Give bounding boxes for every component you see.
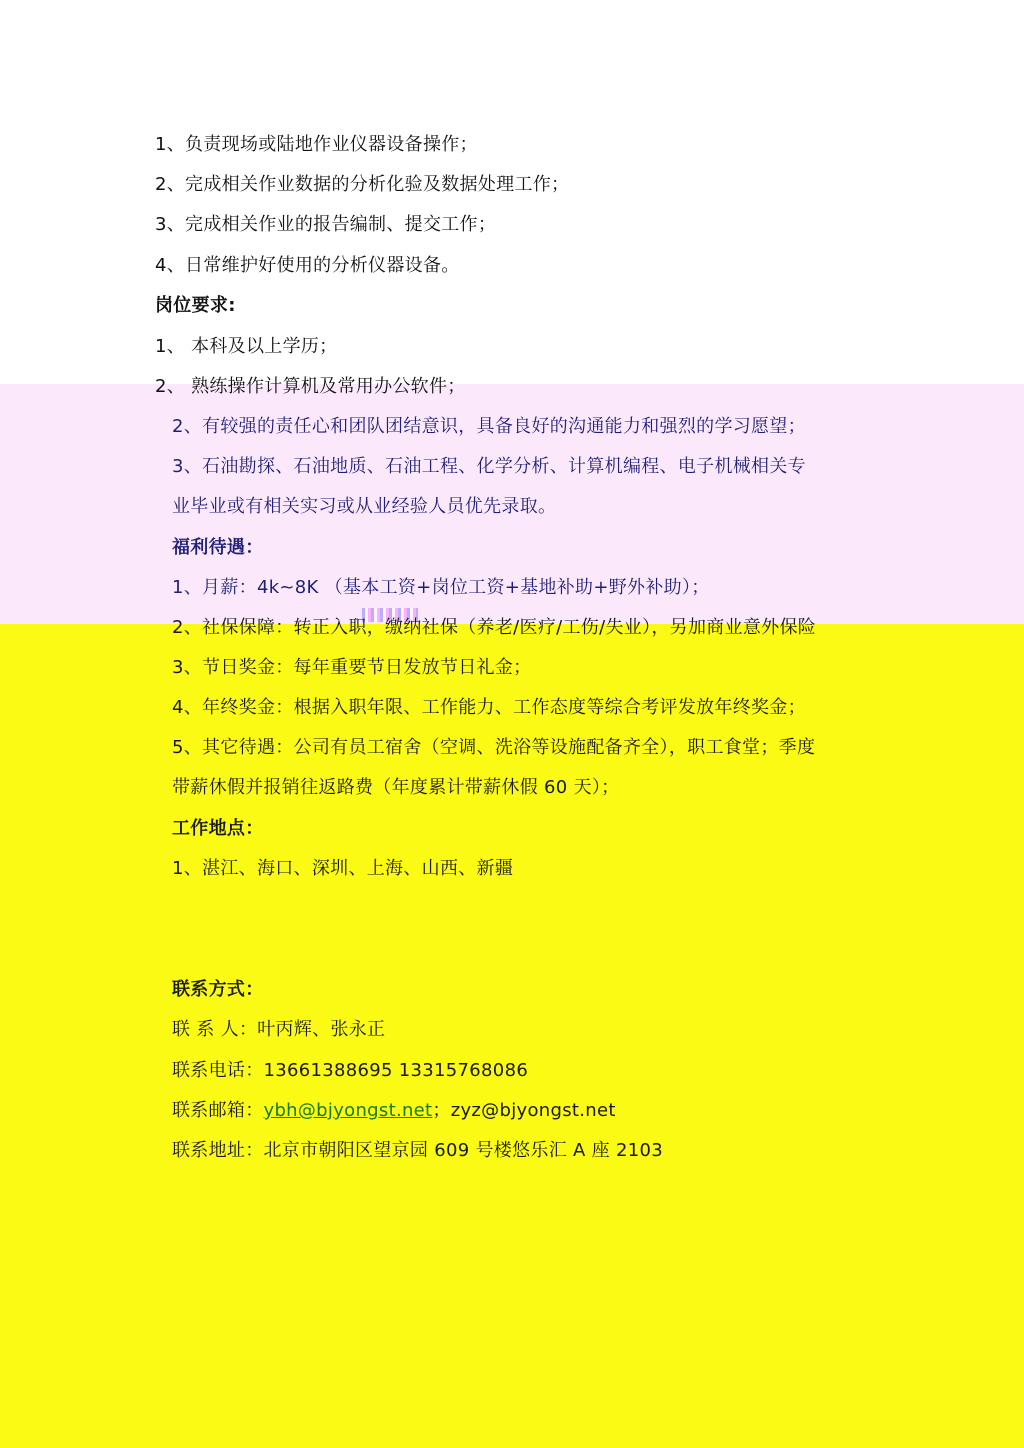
contact-person: 联 系 人：叶丙辉、张永正 xyxy=(172,1019,386,1040)
benefit-item-2: 2、社保保障：转正入职，缴纳社保（养老/医疗/工伤/失业），另加商业意外保险 xyxy=(172,617,817,638)
contact-address: 联系地址：北京市朝阳区望京园 609 号楼悠乐汇 A 座 2103 xyxy=(172,1140,663,1161)
contact-phone: 联系电话：13661388695 13315768086 xyxy=(172,1060,529,1081)
contact-email-2: zyz@bjyongst.net xyxy=(450,1100,616,1121)
contact-email-separator: ； xyxy=(432,1100,451,1121)
requirement-item-2: 2、 熟练操作计算机及常用办公软件； xyxy=(155,376,466,397)
benefit-item-4: 4、年终奖金：根据入职年限、工作能力、工作态度等综合考评发放年终奖金； xyxy=(172,697,806,718)
location-heading: 工作地点： xyxy=(172,818,264,839)
contact-heading: 联系方式： xyxy=(172,979,264,1000)
benefit-item-3: 3、节日奖金：每年重要节日发放节日礼金； xyxy=(172,657,532,678)
requirement-item-4-cont: 业毕业或有相关实习或从业经验人员优先录取。 xyxy=(172,496,557,517)
duty-item-2: 2、完成相关作业数据的分析化验及数据处理工作； xyxy=(155,174,570,195)
requirements-heading: 岗位要求: xyxy=(155,295,236,316)
contact-email-label: 联系邮箱： xyxy=(172,1100,264,1121)
benefit-item-1: 1、月薪：4k~8K （基本工资+岗位工资+基地补助+野外补助）； xyxy=(172,577,710,598)
benefit-item-5-cont: 带薪休假并报销往返路费（年度累计带薪休假 60 天）； xyxy=(172,777,620,798)
contact-email-row xyxy=(172,1098,616,1124)
requirement-item-4: 3、石油勘探、石油地质、石油工程、化学分析、计算机编程、电子机械相关专 xyxy=(172,456,806,477)
requirement-item-3: 2、有较强的责任心和团队团结意识，具备良好的沟通能力和强烈的学习愿望； xyxy=(172,416,806,437)
contact-email-link-1[interactable]: ybh@bjyongst.net xyxy=(263,1100,433,1121)
duty-item-1: 1、负责现场或陆地作业仪器设备操作； xyxy=(155,134,478,155)
duty-item-3: 3、完成相关作业的报告编制、提交工作； xyxy=(155,214,497,235)
benefit-item-5: 5、其它待遇：公司有员工宿舍（空调、洗浴等设施配备齐全），职工食堂；季度 xyxy=(172,737,816,758)
benefits-heading: 福利待遇： xyxy=(172,537,264,558)
requirement-item-1: 1、 本科及以上学历； xyxy=(155,336,338,357)
duty-item-4: 4、日常维护好使用的分析仪器设备。 xyxy=(155,255,460,276)
location-list: 1、湛江、海口、深圳、上海、山西、新疆 xyxy=(172,858,514,879)
